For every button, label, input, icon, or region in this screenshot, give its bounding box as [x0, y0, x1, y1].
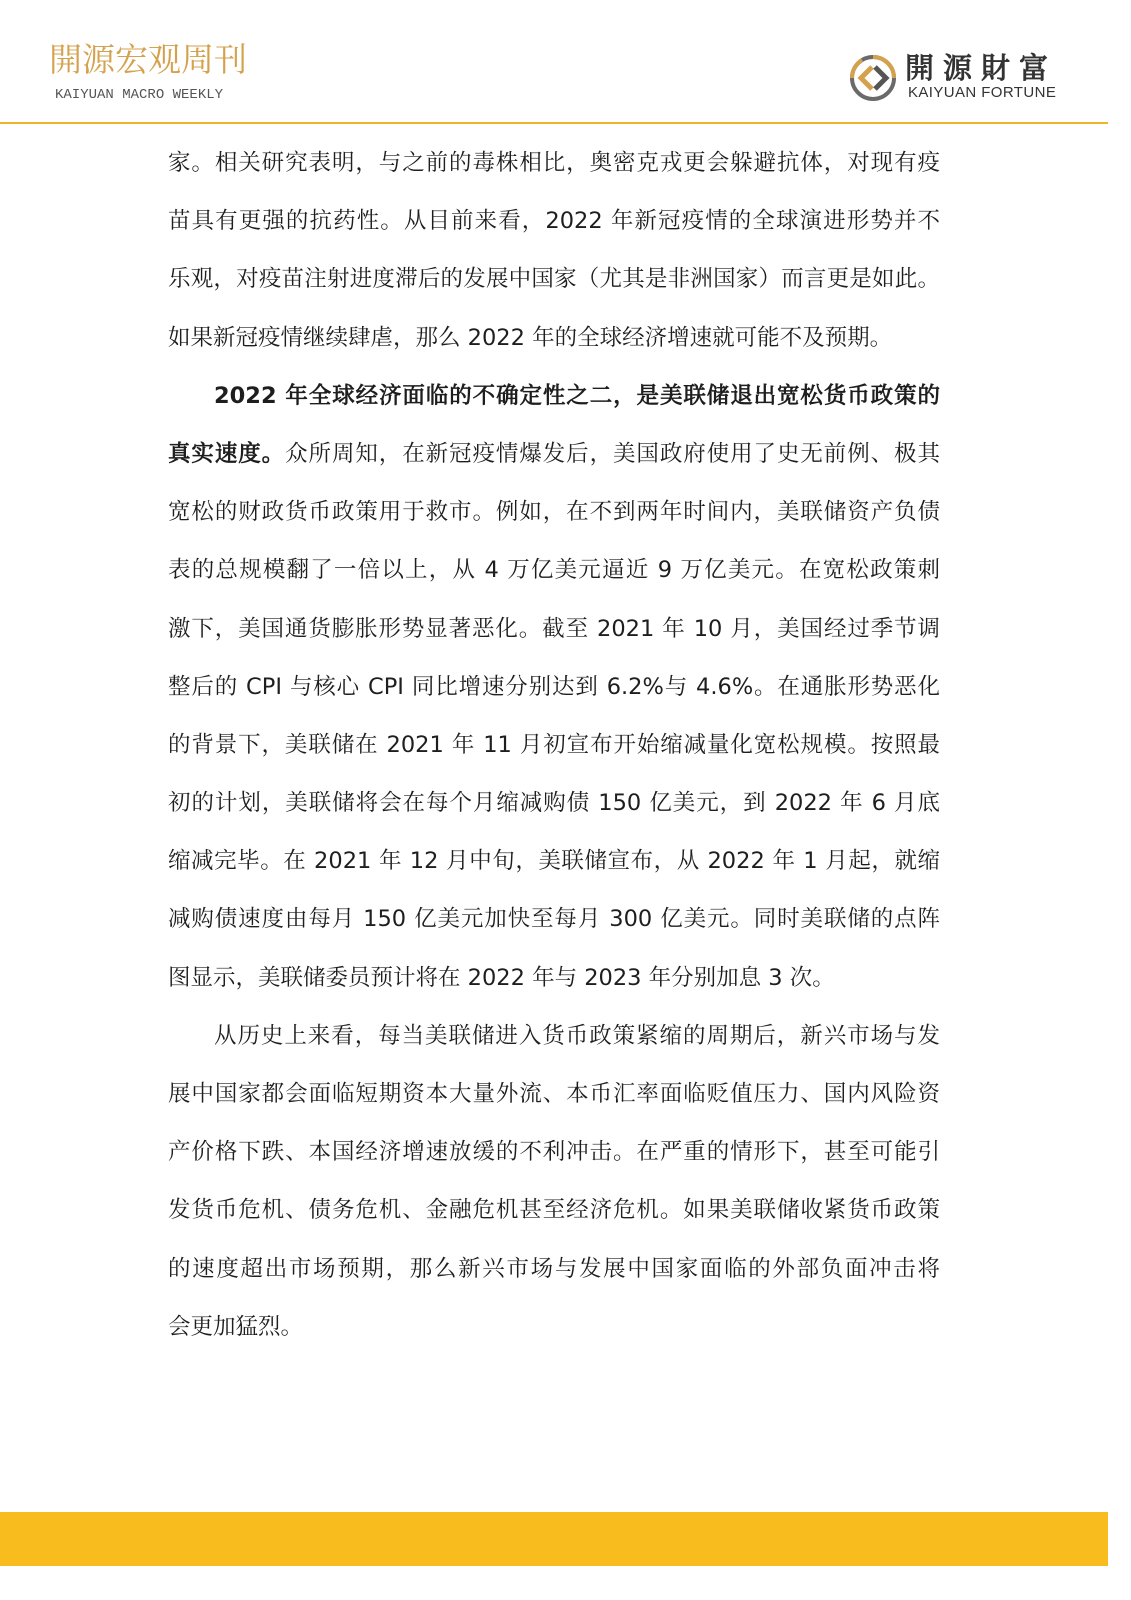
text-run: 家。相关研究表明，与之前的毒株相比，奥密克戎更会躲避抗体，对现有疫 — [168, 150, 940, 176]
kaiyuan-fortune-logo-icon — [848, 53, 898, 103]
text-run: 发货币危机、债务危机、金融危机甚至经济危机。如果美联储收紧货币政策 — [168, 1197, 940, 1224]
text-run: 苗具有更强的抗药性。从目前来看，2022 年新冠疫情的全球演进形势并不 — [168, 208, 940, 235]
text-run: 整后的 CPI 与核心 CPI 同比增速分别达到 6.2%与 4.6%。在通胀形势恶化 — [168, 673, 940, 700]
footer-band — [0, 1512, 1108, 1566]
text-run: 初的计划，美联储将会在每个月缩减购债 150 亿美元，到 2022 年 6 月底 — [168, 790, 940, 817]
text-run: 宽松的财政货币政策用于救市。例如，在不到两年时间内，美联储资产负债 — [168, 499, 940, 526]
text-run: 产价格下跌、本国经济增速放缓的不利冲击。在严重的情形下，甚至可能引 — [168, 1139, 940, 1166]
text-line — [168, 1298, 940, 1356]
text-run: 会更加猛烈。 — [168, 1313, 304, 1340]
text-line — [168, 250, 940, 308]
text-run: 图显示，美联储委员预计将在 2022 年与 2023 年分别加息 3 次。 — [168, 964, 835, 991]
text-run: 如果新冠疫情继续肆虐，那么 2022 年的全球经济增速就可能不及预期。 — [168, 324, 893, 351]
text-run: 的背景下，美联储在 2021 年 11 月初宣布开始缩减量化宽松规模。按照最 — [168, 731, 940, 758]
text-line — [168, 890, 940, 948]
text-run: 乐观，对疫苗注射进度滞后的发展中国家（尤其是非洲国家）而言更是如此。 — [168, 266, 940, 293]
text-line — [168, 192, 940, 250]
text-line — [168, 716, 940, 774]
publication-subtitle: KAIYUAN MACRO WEEKLY — [55, 87, 224, 103]
text-line — [168, 367, 940, 425]
text-run: 的速度超出市场预期，那么新兴市场与发展中国家面临的外部负面冲击将 — [168, 1255, 940, 1282]
text-line — [168, 1007, 940, 1065]
text-line — [168, 134, 940, 192]
text-line — [168, 425, 940, 483]
brand-name: 開源財富 — [905, 51, 1058, 85]
text-line — [168, 600, 940, 658]
emphasis-run: 2022 年全球经济面临的不确定性之二，是美联储退出宽松货币政策的 — [214, 382, 940, 409]
header-divider — [0, 122, 1108, 124]
text-line — [168, 658, 940, 716]
text-line — [168, 309, 940, 367]
text-run: 减购债速度由每月 150 亿美元加快至每月 300 亿美元。同时美联储的点阵 — [168, 906, 940, 933]
text-line — [168, 949, 940, 1007]
text-line — [168, 1065, 940, 1123]
text-run: 缩减完毕。在 2021 年 12 月中旬，美联储宣布，从 2022 年 1 月起，就缩 — [168, 848, 940, 875]
text-line — [168, 1181, 940, 1239]
article-body — [168, 134, 940, 1356]
text-run: 激下，美国通货膨胀形势显著恶化。截至 2021 年 10 月，美国经过季节调 — [168, 615, 940, 642]
text-run: 从历史上来看，每当美联储进入货币政策紧缩的周期后，新兴市场与发 — [214, 1022, 940, 1049]
text-line — [168, 1240, 940, 1298]
publication-title: 開源宏观周刊 — [49, 40, 247, 79]
text-run: 表的总规模翻了一倍以上，从 4 万亿美元逼近 9 万亿美元。在宽松政策刺 — [168, 557, 940, 584]
brand-english-name: KAIYUAN FORTUNE — [908, 84, 1057, 101]
text-run: 众所周知，在新冠疫情爆发后，美国政府使用了史无前例、极其 — [285, 440, 940, 467]
text-line — [168, 541, 940, 599]
text-line — [168, 1123, 940, 1181]
text-line — [168, 832, 940, 890]
text-run: 展中国家都会面临短期资本大量外流、本币汇率面临贬值压力、国内风险资 — [168, 1081, 940, 1107]
text-line — [168, 774, 940, 832]
text-line — [168, 483, 940, 541]
emphasis-run: 真实速度。 — [168, 440, 286, 467]
